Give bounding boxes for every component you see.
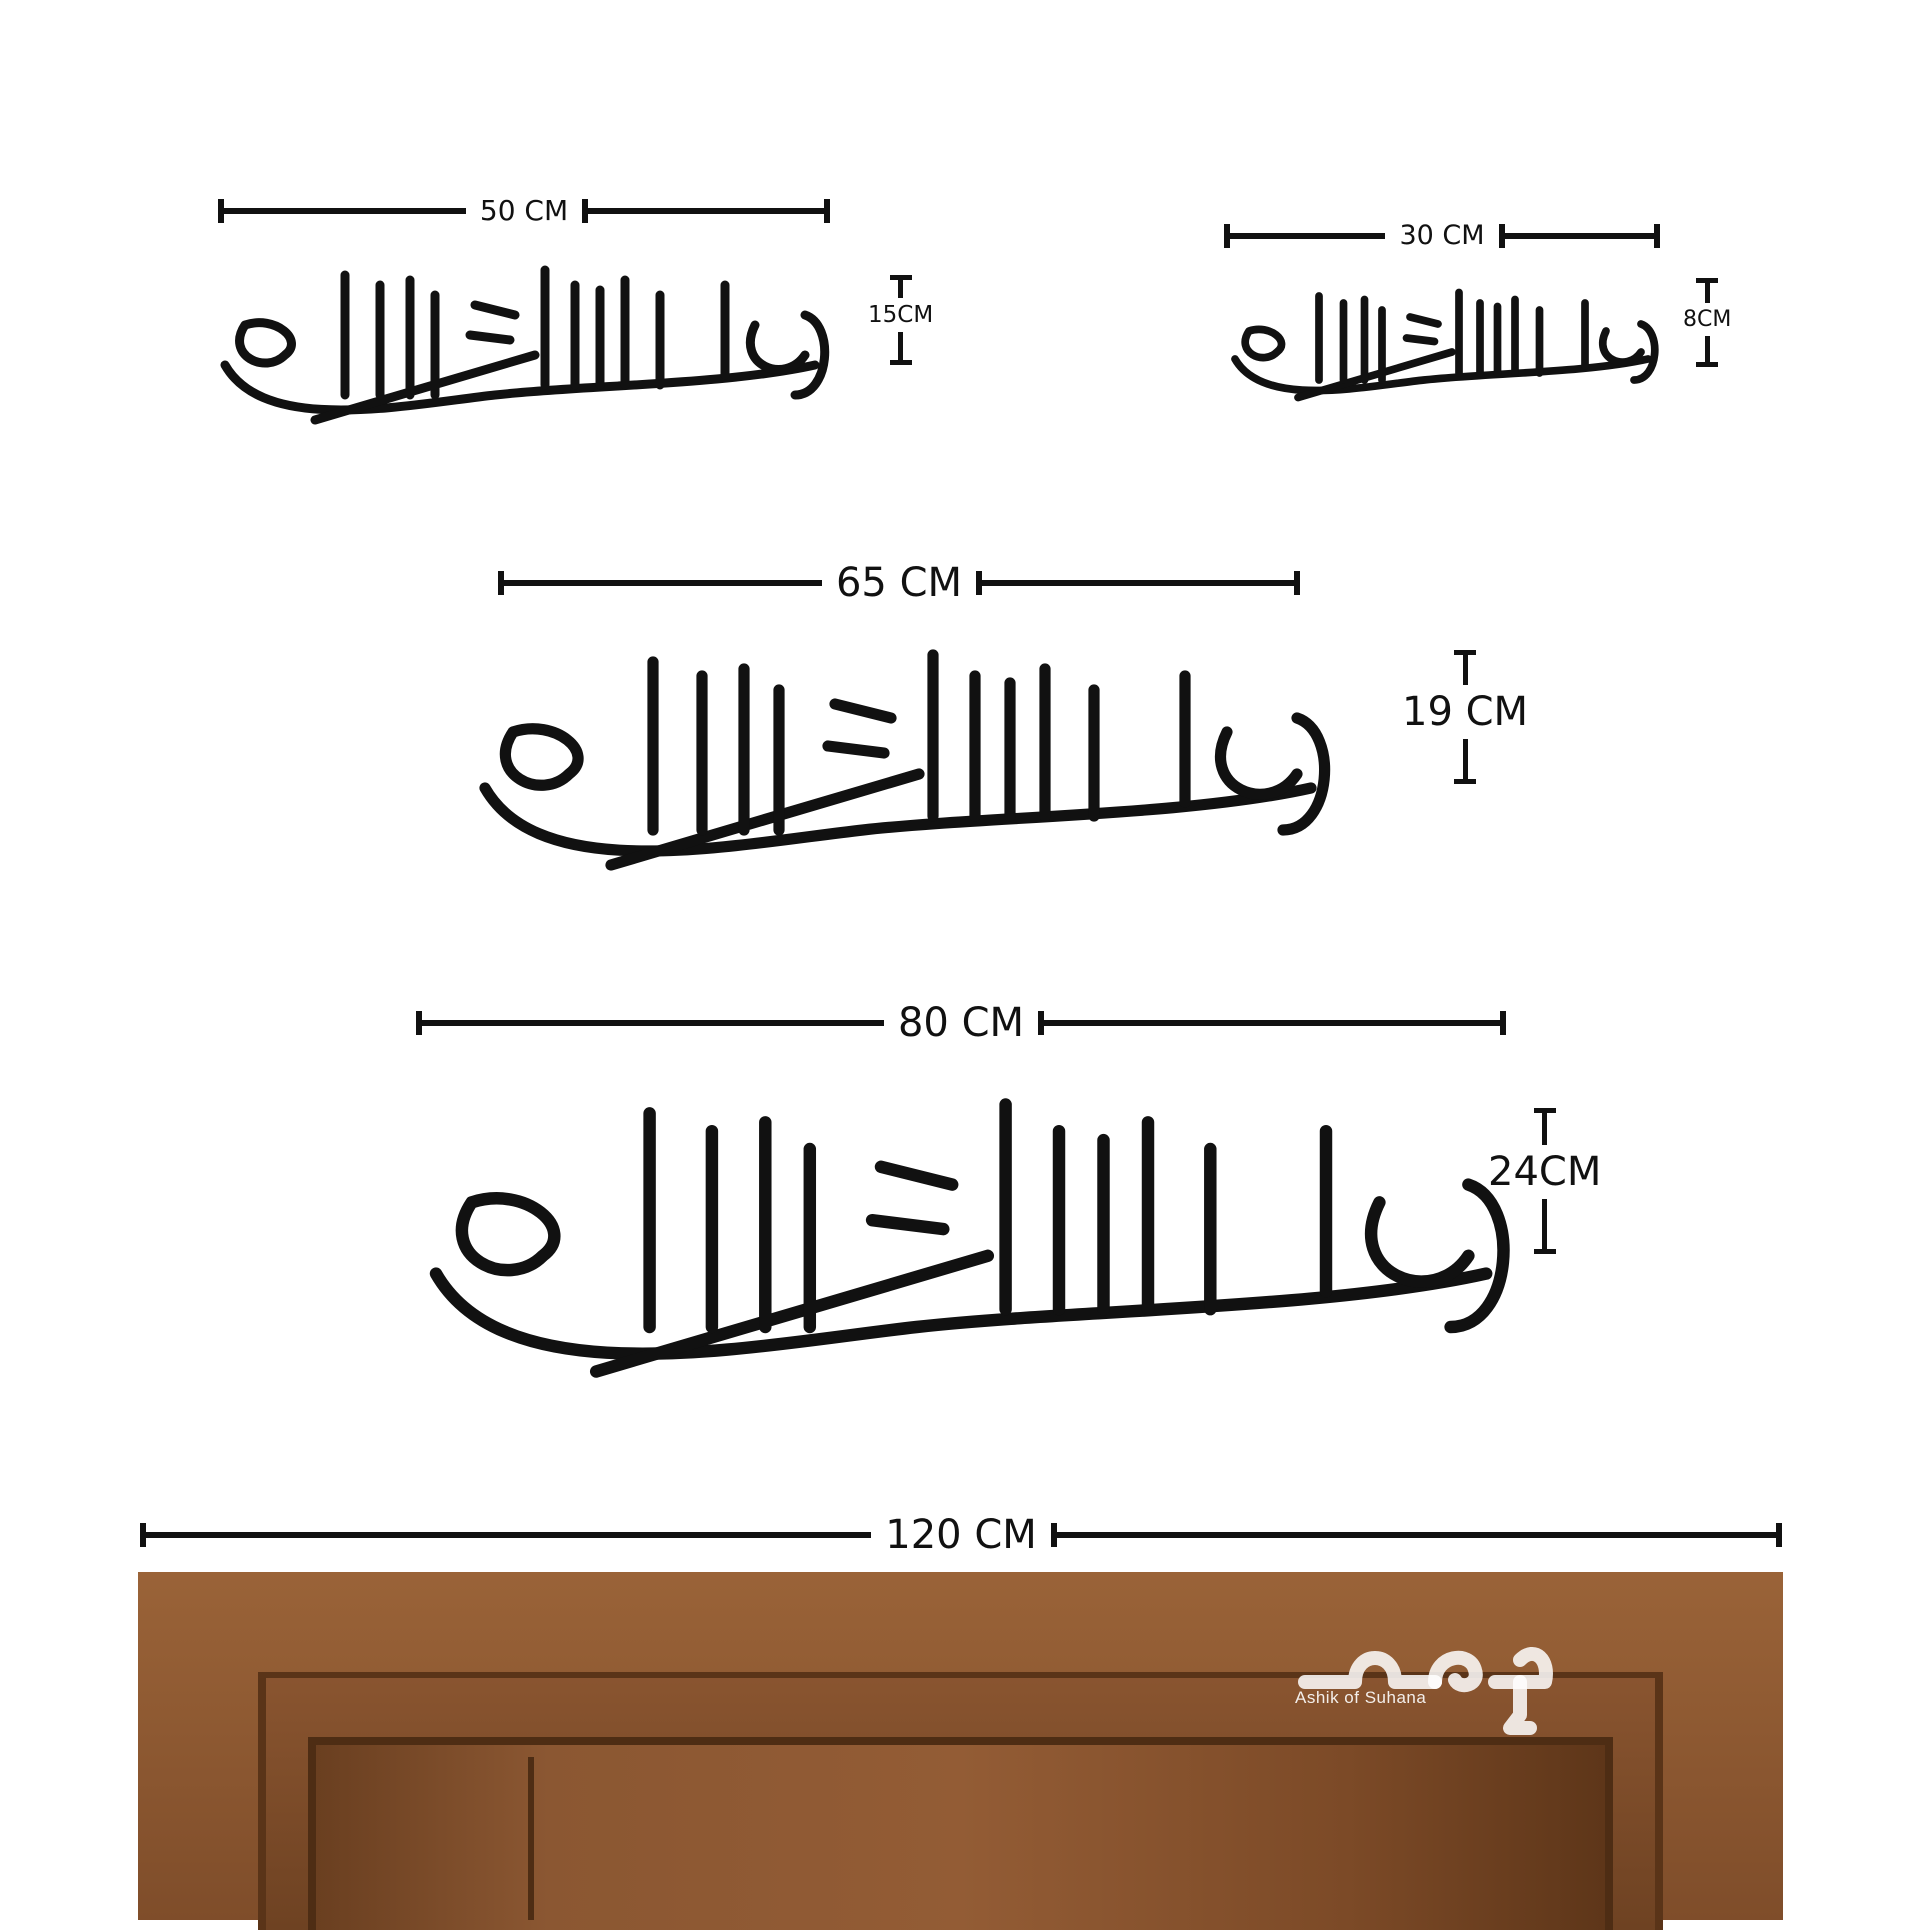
height-label: 19 CM <box>1402 689 1529 735</box>
door-panel-divider <box>528 1757 534 1920</box>
dimension-line-left <box>1224 233 1385 239</box>
width-label: 80 CM <box>897 1000 1025 1046</box>
brand-logo <box>1295 1620 1565 1740</box>
calligraphy-artwork-65cm <box>455 620 1355 900</box>
dimension-line-right <box>1038 1020 1506 1026</box>
calligraphy-artwork-80cm <box>400 1060 1540 1416</box>
width-dimension-65 <box>498 560 1300 606</box>
wall-width-dimension <box>140 1512 1782 1558</box>
calligraphy-artwork-50cm <box>205 245 845 445</box>
brand-name: Ashik of Suhana <box>1295 1688 1427 1707</box>
dimension-line-right <box>582 208 830 214</box>
dimension-line-right <box>1499 233 1660 239</box>
wall-width-label: 120 CM <box>885 1512 1037 1558</box>
dimension-line-left <box>416 1020 884 1026</box>
dimension-line-right <box>1051 1532 1782 1538</box>
width-label: 30 CM <box>1399 220 1485 251</box>
width-dimension-50 <box>218 194 830 227</box>
width-dimension-30 <box>1224 220 1660 251</box>
dimension-line-left <box>498 580 822 586</box>
calligraphy-artwork-30cm <box>1215 275 1675 415</box>
width-label: 65 CM <box>835 560 963 606</box>
height-dimension-8 <box>1683 278 1731 390</box>
door-panel <box>308 1737 1613 1930</box>
height-label: 15CM <box>868 302 934 328</box>
width-dimension-80 <box>416 1000 1506 1046</box>
dimension-line-left <box>218 208 466 214</box>
height-dimension-15 <box>868 275 933 390</box>
dimension-line-right <box>976 580 1300 586</box>
dimension-line-left <box>140 1532 871 1538</box>
height-label: 8CM <box>1683 307 1732 332</box>
height-dimension-24 <box>1488 1108 1601 1298</box>
width-label: 50 CM <box>479 194 569 227</box>
height-label: 24CM <box>1488 1149 1602 1195</box>
brand-logo-icon <box>1295 1620 1565 1740</box>
height-dimension-19 <box>1402 650 1528 820</box>
